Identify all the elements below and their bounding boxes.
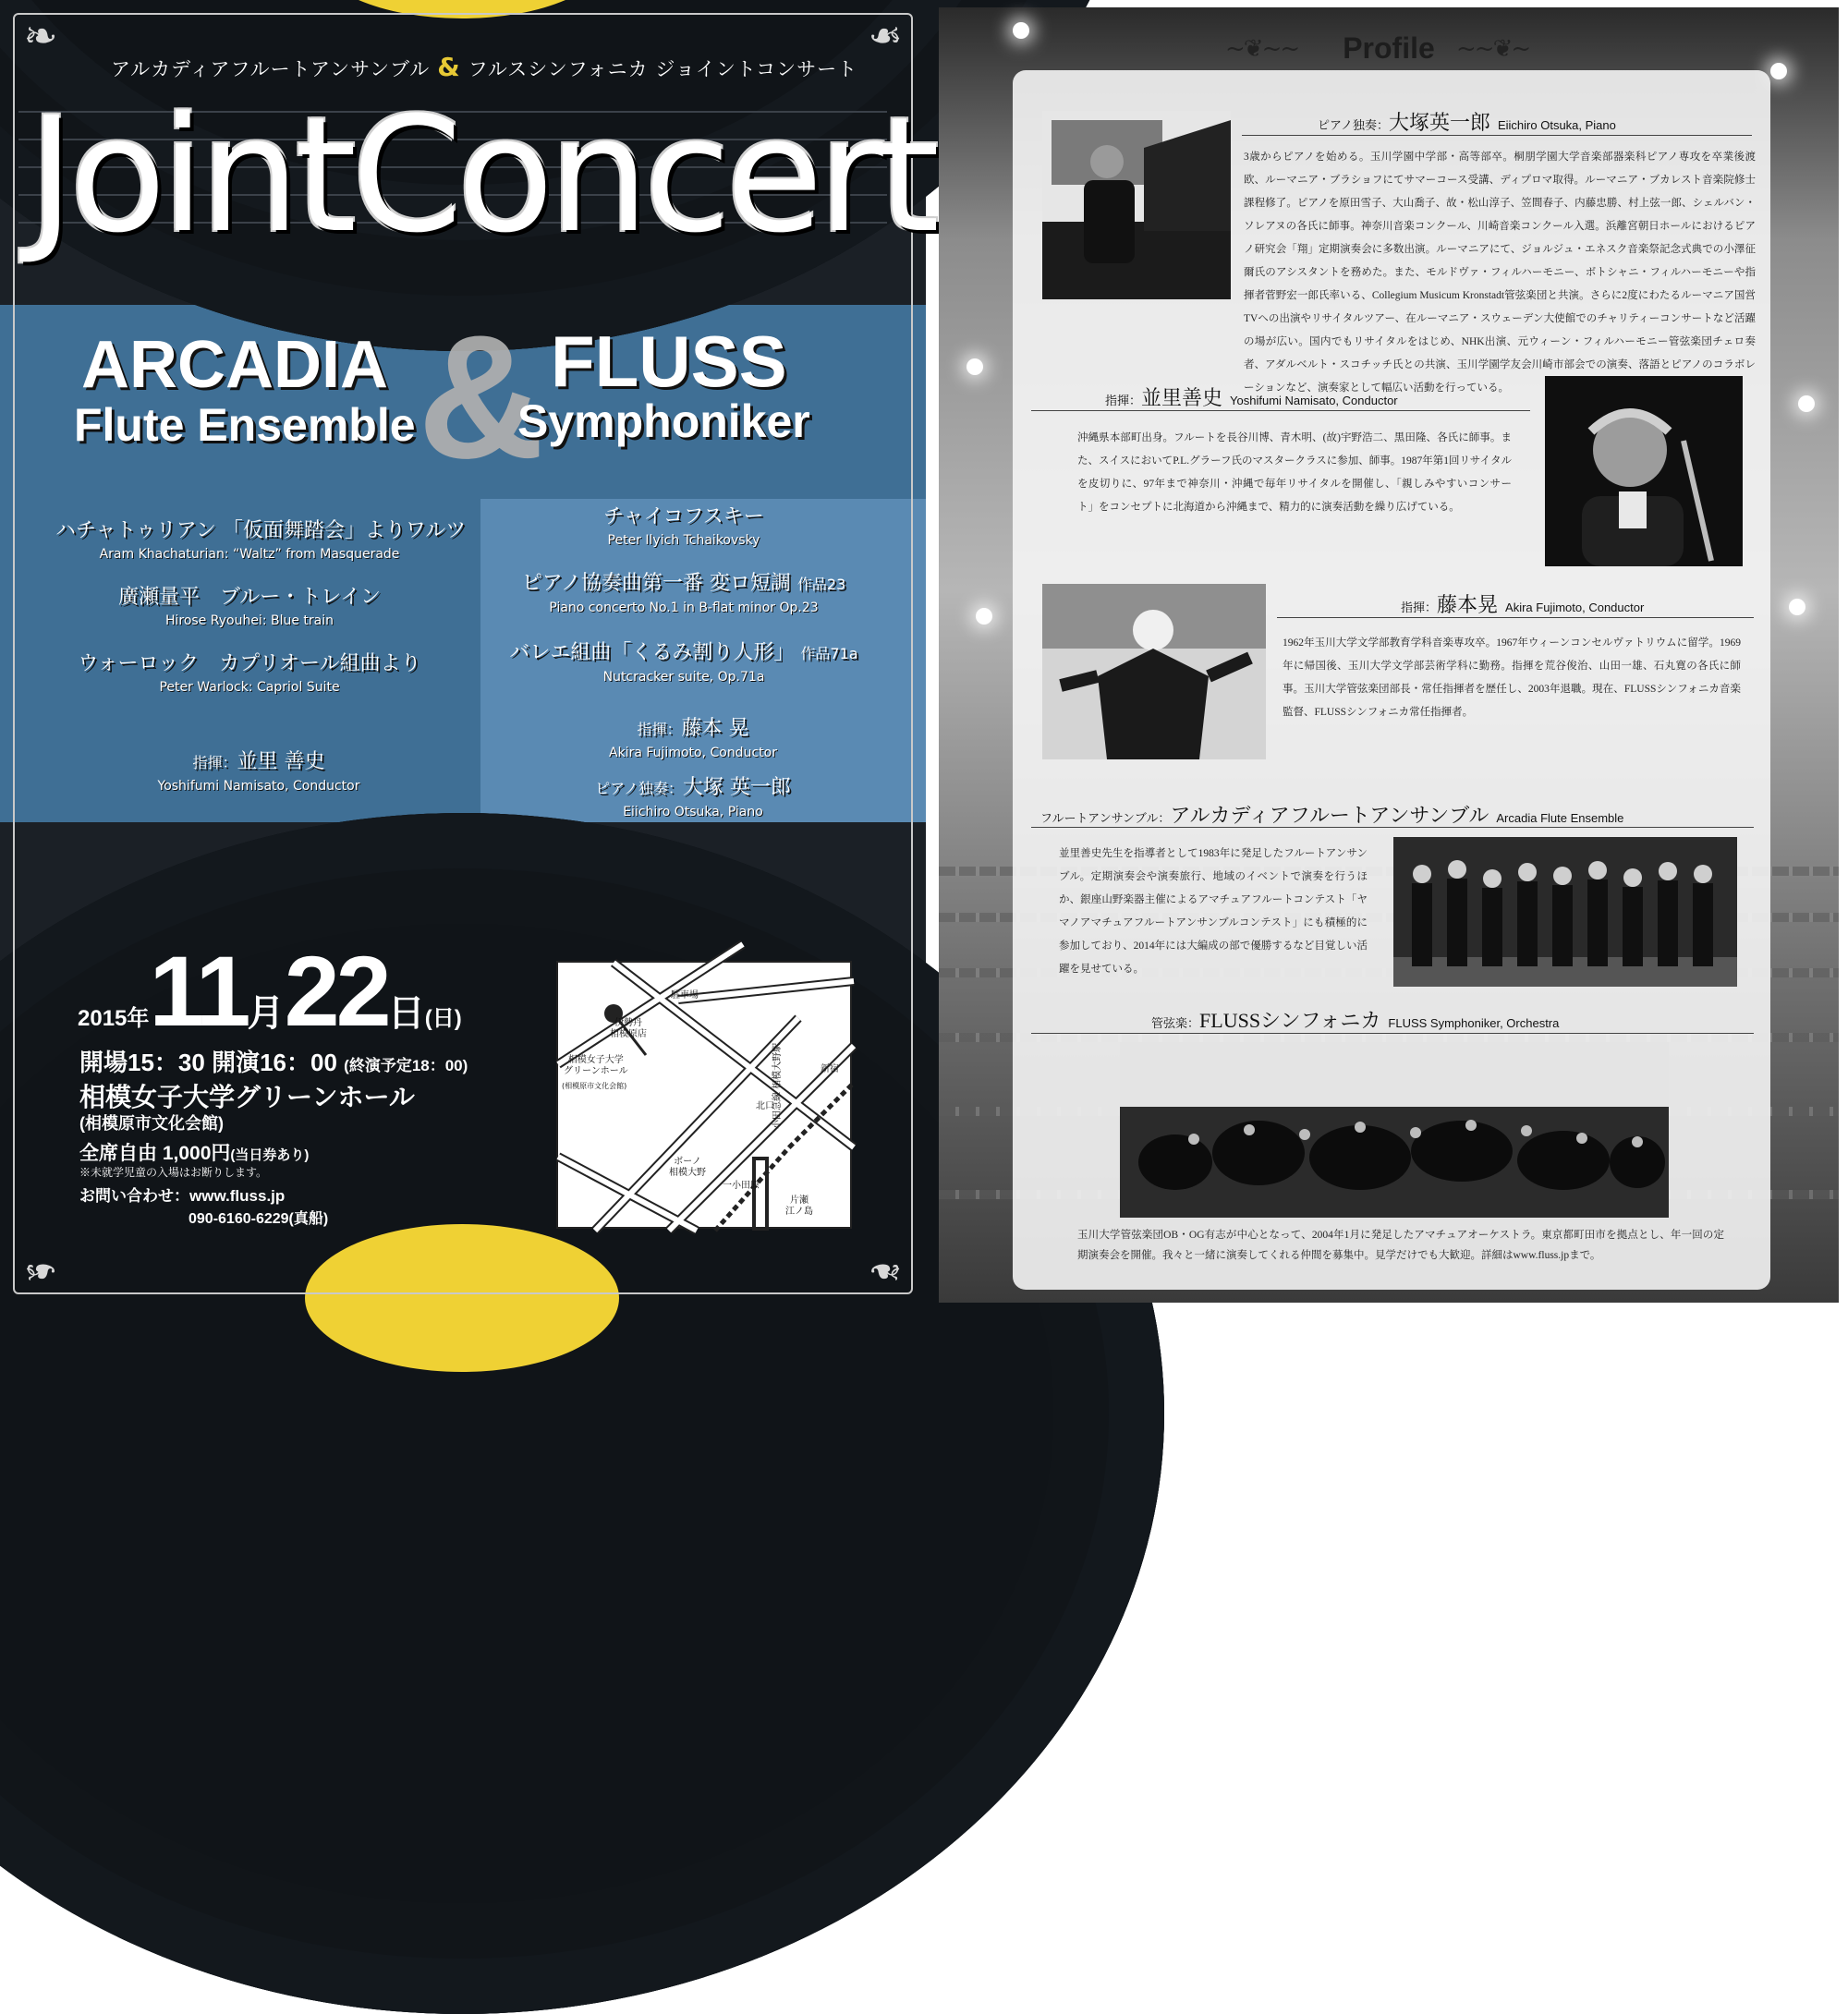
fujimoto-photo [1042, 584, 1266, 759]
profile-page [939, 7, 1839, 1303]
fujimoto-name-en: Akira Fujimoto, Conductor [1505, 601, 1645, 614]
pianist-name: 大塚 英一郎 [682, 776, 791, 799]
divider [1242, 135, 1752, 136]
ceiling-light [967, 358, 983, 375]
corner-flourish-icon: ❧ [23, 13, 58, 60]
program-item [55, 584, 444, 630]
pianist-name-en: Eiichiro Otsuka, Piano [623, 805, 763, 819]
corner-flourish-icon: ❧ [868, 1247, 903, 1294]
program-title: 廣瀬量平 ブルー・トレイン [117, 586, 382, 609]
venue-name: 相模女子大学グリーンホール [79, 1083, 415, 1111]
arcadia-name: アルカディアフルートアンサンブル [1170, 804, 1489, 827]
start-time: 開演16：00 [212, 1049, 337, 1076]
date-day-kanji: 日 [387, 993, 425, 1034]
ceiling-light [1789, 599, 1805, 615]
end-time: (終演予定18：00) [344, 1057, 468, 1074]
subtitle-fluss: フルスシンフォニカ ジョイントコンサート [468, 58, 858, 80]
conductor-name: 並里 善史 [237, 750, 325, 773]
date-month-kanji: 月 [247, 993, 285, 1034]
concert-flyer [0, 0, 935, 1307]
pianist-name-en: Eiichiro Otsuka, Piano [1497, 118, 1616, 132]
pianist-photo-image [1042, 111, 1231, 299]
map-label-shinjuku: 新宿 [821, 1064, 839, 1074]
program-item [462, 570, 906, 617]
namisato-name-en: Yoshifumi Namisato, Conductor [1230, 394, 1398, 407]
fluss-orchestra-photo [1120, 1042, 1669, 1218]
ticket-price [79, 1138, 309, 1166]
pianist-label [1318, 107, 1616, 136]
map-label-line: 一小田原 [723, 1181, 760, 1191]
fluss-biography: 玉川大学管弦楽団OB・OG有志が中心となって、2004年1月に発足したアマチュアオーケストラ。東京都町田市を拠点とし、年一回の定期演奏会を開催。我々と一緒に演奏してくれる仲間を募集中。見学だけでも大歓迎。詳細はwww.fluss.jpまで。 [1077, 1230, 1724, 1261]
conductor-credit-right [517, 715, 869, 762]
group1-subname: Flute Ensemble [74, 399, 416, 451]
arcadia-photo [1393, 837, 1737, 987]
namisato-role: 指揮： [1105, 394, 1142, 407]
map-label-isetan: 伊勢丹 相模原店 [610, 1018, 647, 1039]
venue-map [556, 961, 852, 1229]
program-item [55, 517, 467, 564]
fujimoto-photo-image [1042, 584, 1266, 759]
divider [1031, 827, 1754, 828]
heading-flourish-icon: ~❦~~ [1225, 35, 1299, 63]
ceiling-light [1770, 63, 1787, 79]
program-title: ウォーロック カプリオール組曲より [78, 652, 421, 675]
map-label-enoshima: 片瀬 江ノ島 [785, 1195, 813, 1217]
doors-open-time: 開場15：30 [79, 1049, 205, 1076]
fujimoto-name: 藤本晃 [1437, 593, 1499, 616]
ceiling-light [976, 608, 992, 625]
divider [1031, 1033, 1754, 1034]
namisato-label [1105, 382, 1398, 411]
program-item [55, 650, 444, 697]
pianist-role: ピアノ独奏： [595, 780, 683, 797]
conductor-name: 藤本 晃 [681, 717, 749, 740]
program-title: ピアノ協奏曲第一番 変ロ短調 [521, 572, 791, 595]
fujimoto-biography: 1962年玉川大学文学部教育学科音楽専攻卒。1967年ウィーンコンセルヴァトリウムに留学。1969年に帰国後、玉川大学文学部芸術学科に勤務。指揮を荒谷俊治、山田一雄、石丸寛の各氏に師事。玉川大学管弦楽団部長・常任指揮者を歴任し、2003年退職。現在、FLUSSシンフォニカ音楽監督、FLUSSシンフォニカ常任指揮者。 [1283, 637, 1741, 718]
date-weekday: (日) [424, 1006, 462, 1031]
group1-name: ARCADIA [81, 328, 388, 402]
concert-times [79, 1044, 468, 1078]
program-item [462, 639, 906, 686]
fluss-photo-image [1120, 1042, 1669, 1218]
arcadia-biography: 並里善史先生を指導者として1983年に発足したフルートアンサンブル。定期演奏会や演奏旅行、地域のイベントで演奏を行うほか、銀座山野楽器主催によるアマチュアフルートコンテスト「ヤマノアマチュアフルートアンサンブルコンテスト」にも積極的に参加しており、2014年には大編成の部で優勝するなど目覚しい活躍を見せている。 [1059, 848, 1368, 975]
ceiling-light [1013, 22, 1029, 39]
pianist-name: 大塚英一郎 [1388, 111, 1490, 134]
program-title: バレエ組曲「くるみ割り人形」 [509, 641, 795, 664]
group2-name: FLUSS [551, 321, 787, 402]
arcadia-name-en: Arcadia Flute Ensemble [1496, 811, 1624, 825]
divider [1277, 617, 1754, 618]
program-title-en: Aram Khachaturian: “Waltz” from Masquerade [99, 547, 400, 562]
pianist-credit [517, 774, 869, 821]
fujimoto-role: 指揮： [1401, 601, 1438, 614]
fluss-name-en: FLUSS Symphoniker, Orchestra [1388, 1016, 1560, 1030]
date-month: 11 [149, 935, 248, 1047]
heading-flourish-icon: ~~❦~ [1456, 35, 1530, 63]
map-label-parking: 駐車場 [671, 990, 699, 1001]
divider [1031, 410, 1530, 411]
map-label-hall-sub: (相模原市文化会館) [562, 1082, 627, 1090]
date-day: 22 [284, 935, 388, 1047]
fujimoto-label [1401, 589, 1644, 618]
program-title-en: Nutcracker suite, Op.71a [602, 670, 765, 685]
fluss-name: FLUSSシンフォニカ [1199, 1009, 1381, 1032]
corner-flourish-icon: ❧ [868, 13, 903, 60]
program-opus: 作品71a [800, 645, 858, 662]
fluss-role: 管弦楽： [1151, 1016, 1200, 1030]
composer-name: チャイコフスキー [603, 505, 764, 528]
contact-info [79, 1183, 285, 1206]
contact-phone: 090-6160-6229(真船) [188, 1211, 329, 1227]
arcadia-label [1040, 800, 1623, 829]
map-label-station: 小田急線 相模大野駅 [772, 1042, 783, 1129]
composer-name-en: Peter Ilyich Tchaikovsky [607, 533, 760, 548]
conductor-role: 指揮： [192, 754, 237, 771]
conductor-role: 指揮： [637, 721, 682, 738]
fluss-label [1151, 1005, 1559, 1034]
flyer-title: JointConcert [28, 82, 935, 268]
conductor-credit-left [92, 748, 425, 795]
price-text: 全席自由 1,000円 [79, 1143, 231, 1164]
map-streets [558, 963, 854, 1231]
date-year: 2015年 [78, 1006, 150, 1031]
program-title-en: Piano concerto No.1 in B-flat minor Op.23 [549, 601, 819, 615]
namisato-biography: 沖縄県本部町出身。フルートを長谷川博、青木明、(故)宇野浩二、黒田隆、各氏に師事。また、スイスにおいてP.L.グラーフ氏のマスタークラスに参加、師事。1987年第1回リサイタルを皮切りに、97年まで神奈川・沖縄で毎年リサイタルを開催し、「親しみやすいコンサート」をコンセプトに北海道から沖縄まで、精力的に演奏活動を繰り広げている。 [1077, 432, 1512, 513]
map-label-bono: ボーノ 相模大野 [669, 1157, 706, 1178]
concert-date [78, 933, 462, 1049]
subtitle-ampersand: & [437, 52, 461, 82]
conductor-name-en: Akira Fujimoto, Conductor [609, 746, 777, 760]
namisato-photo [1545, 376, 1743, 566]
namisato-name: 並里善史 [1141, 386, 1223, 409]
contact-label: お問い合わせ： [79, 1187, 189, 1205]
flyer-subtitle [111, 52, 858, 82]
contact-website-link[interactable]: www.fluss.jp [189, 1187, 286, 1205]
arcadia-role: フルートアンサンブル： [1040, 811, 1171, 825]
venue-subname: (相模原市文化会館) [79, 1114, 224, 1133]
program-title-en: Peter Warlock: Capriol Suite [159, 680, 340, 695]
pianist-role: ピアノ独奏： [1318, 118, 1389, 132]
subtitle-arcadia: アルカディアフルートアンサンブル [111, 58, 431, 80]
namisato-photo-image [1545, 376, 1743, 566]
price-note: (当日券あり) [230, 1147, 310, 1163]
program-composer [480, 504, 887, 550]
ampersand-graphic: & [418, 299, 545, 495]
program-opus: 作品23 [796, 576, 846, 593]
map-label-exit: 北口 [756, 1101, 774, 1111]
ceiling-light [1798, 395, 1815, 412]
group2-subname: Symphoniker [517, 395, 810, 447]
profile-heading: Profile [1343, 31, 1435, 65]
corner-flourish-icon: ❧ [23, 1247, 58, 1294]
pianist-photo [1042, 111, 1231, 299]
arcadia-photo-image [1393, 837, 1737, 987]
conductor-name-en: Yoshifumi Namisato, Conductor [157, 779, 360, 794]
program-title: ハチャトゥリアン 「仮面舞踏会」よりワルツ [55, 519, 467, 542]
pianist-biography: 3歳からピアノを始める。玉川学園中学部・高等部卒。桐朋学園大学音楽部器楽科ピアノ専攻を卒業後渡欧、ルーマニア・ブラショフにてサマーコース受講、ディプロマ取得。ルーマニア・ブカレスト音楽院修士課程修了。ピアノを原田雪子、大山喬子、故・松山淳子、笠間春子、内藤忠勝、村上弦一郎、シェルバン・ソレアヌの各氏に師事。神奈川音楽コンクール、川崎音楽コンクール入選。浜離宮朝日ホールにおけるピアノ研究会「翔」定期演奏会に多数出演。ルーマニアにて、ジョルジュ・エネスク音楽祭記念式典での小澤征爾氏のアシスタントを務めた。また、モルドヴァ・フィルハーモニー、ボトシャニ・フィルハーモニーや指揮者菅野宏一郎氏率いる、Collegium Musicum Kronstadt管弦楽団と共演。さらに2度にわたるルーマニア国営TVへの出演やリサイタルツアー、在ルーマニア・スウェーデン大使館でのチャリティーコンサートなど活躍の場が広い。国内でもリサイタルをはじめ、NHK出演、元ウィーン・フィルハーモニー管弦楽団チェロ奏者、アダルベルト・スコチッチ氏との共演、玉川学園学友会川崎市部会での演奏、落語とピアノのコラボレーションなど、演奏家として幅広い活動を行っている。 [1244, 152, 1756, 394]
admission-note: ※未就学児童の入場はお断りします。 [79, 1166, 268, 1179]
program-title-en: Hirose Ryouhei: Blue train [164, 613, 334, 628]
map-label-hall: 相模女子大学 グリーンホール [564, 1055, 628, 1076]
